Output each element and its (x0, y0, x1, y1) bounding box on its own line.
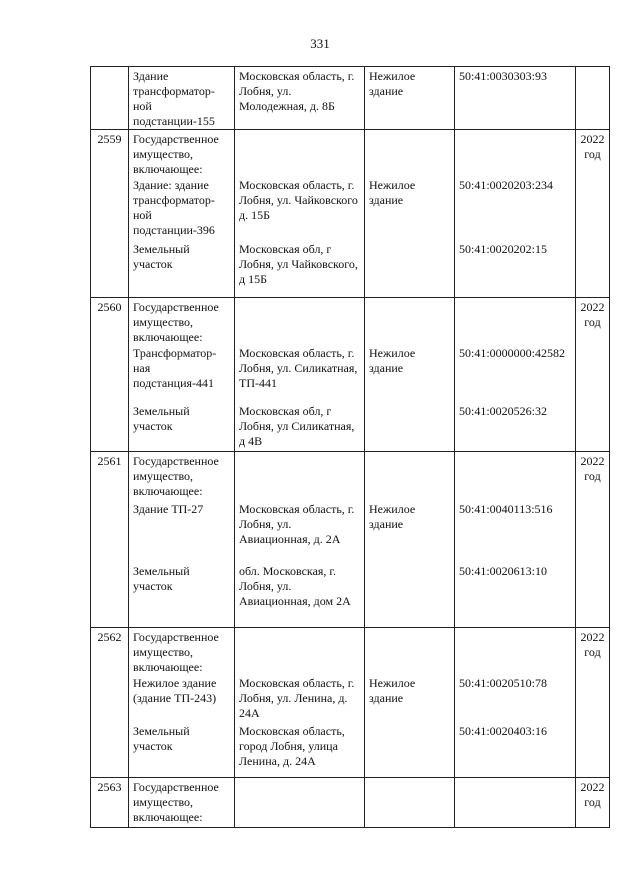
item-address: Московская область, г. Лобня, ул. Чайковского д. 15Б (239, 178, 358, 222)
table-row (91, 452, 610, 628)
item-name: Здание трансформатор-ной подстанции-155 (133, 69, 215, 128)
item-type: Нежилое здание (369, 676, 416, 705)
row-number: 2560 (91, 298, 129, 452)
item-name: Трансформатор-ная подстанция-441 (133, 346, 217, 390)
table-row (91, 130, 610, 298)
table-row (91, 628, 610, 778)
item-name: Земельный участок (133, 404, 190, 433)
table-row (91, 298, 610, 452)
item-cadastral: 50:41:0000000:42582 (459, 346, 566, 360)
item-address: Московская область, г. Лобня, ул. Молодежная, д. 8Б (239, 69, 355, 113)
item-cadastral: 50:41:0040113:516 (459, 502, 553, 516)
group-header: Государственное имущество, включающее: (133, 780, 219, 824)
item-cadastral: 50:41:0020510:78 (459, 676, 548, 690)
item-address: Московская обл, г Лобня, ул Чайковского, д 15Б (239, 242, 358, 286)
item-cadastral: 50:41:0020613:10 (459, 564, 548, 578)
row-year: 2022 год (576, 298, 610, 452)
item-type: Нежилое здание (369, 69, 416, 98)
page-number: 331 (310, 36, 330, 51)
row-year: 2022 год (576, 628, 610, 778)
group-header: Государственное имущество, включающее: (133, 454, 219, 498)
item-name: Земельный участок (133, 242, 190, 271)
item-cadastral: 50:41:0030303:93 (459, 69, 548, 83)
item-type: Нежилое здание (369, 178, 416, 207)
item-address: Московская обл, г Лобня, ул Силикатная, д 4В (239, 404, 355, 448)
group-header: Государственное имущество, включающее: (133, 300, 219, 344)
row-number: 2561 (91, 452, 129, 628)
row-number (91, 67, 129, 130)
table-row (91, 778, 610, 828)
row-year: 2022 год (576, 778, 610, 828)
table-row (91, 67, 610, 130)
item-type (365, 240, 454, 242)
item-address: Московская область, г. Лобня, ул. Силикатная, ТП-441 (239, 346, 358, 390)
row-year (576, 67, 610, 130)
item-address: Московская область, город Лобня, улица Ленина, д. 24А (239, 724, 345, 768)
item-cadastral: 50:41:0020403:16 (459, 724, 548, 738)
item-type: Нежилое здание (369, 502, 416, 531)
group-header: Государственное имущество, включающее: (133, 132, 219, 176)
item-cadastral: 50:41:0020526:32 (459, 404, 548, 418)
property-register-table (90, 66, 610, 828)
item-type (365, 402, 454, 404)
row-year: 2022 год (576, 452, 610, 628)
item-type (365, 562, 454, 564)
item-address: обл. Московская, г. Лобня, ул. Авиационная, дом 2А (239, 564, 351, 608)
row-number: 2563 (91, 778, 129, 828)
group-header: Государственное имущество, включающее: (133, 630, 219, 674)
row-number: 2559 (91, 130, 129, 298)
row-year: 2022 год (576, 130, 610, 298)
item-cadastral: 50:41:0020202:15 (459, 242, 548, 256)
row-number: 2562 (91, 628, 129, 778)
item-type: Нежилое здание (369, 346, 416, 375)
item-type (365, 722, 454, 724)
item-name: Земельный участок (133, 564, 190, 593)
item-address: Московская область, г. Лобня, ул. Ленина, д. 24А (239, 676, 355, 720)
item-name: Здание ТП-27 (133, 502, 204, 516)
item-cadastral: 50:41:0020203:234 (459, 178, 554, 192)
item-name: Земельный участок (133, 724, 190, 753)
item-name: Здание: здание трансформатор-ной подстанции-396 (133, 178, 215, 237)
item-address: Московская область, г. Лобня, ул. Авиационная, д. 2А (239, 502, 355, 546)
item-name: Нежилое здание (здание ТП-243) (133, 676, 217, 705)
